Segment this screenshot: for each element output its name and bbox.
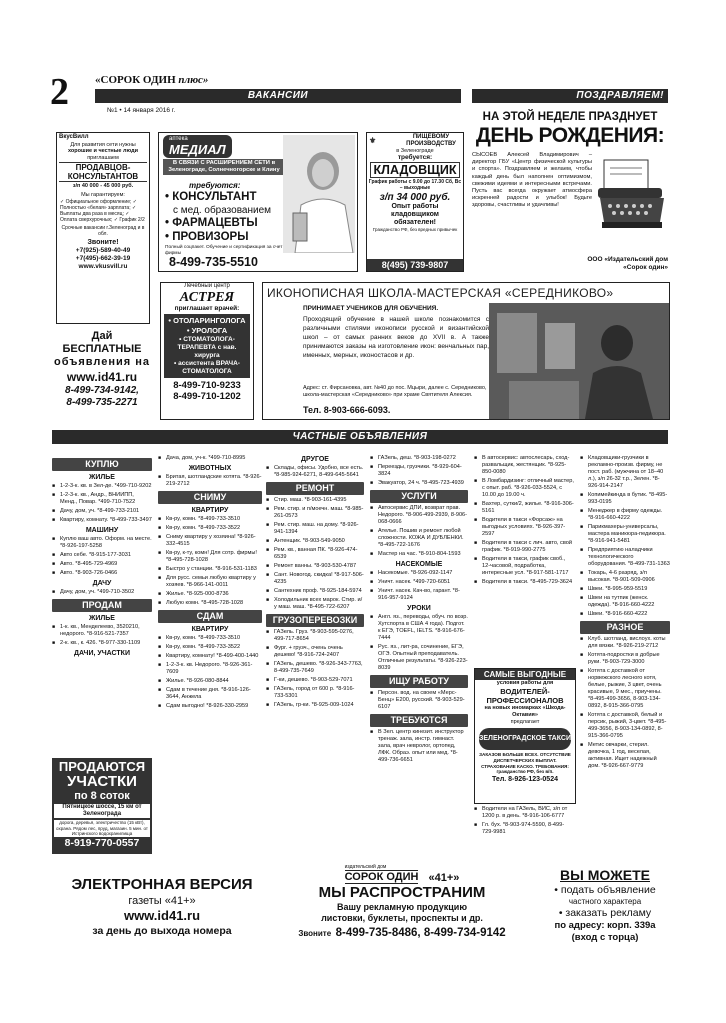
classified-ad: ■ Парикмахеры-универсалы, мастера маникюра-педикюра. *8-916-941-5481 [580, 524, 670, 545]
classified-ad: ■ 1-2-3-к. кв. Недорого. *8-926-361-7609 [158, 662, 262, 676]
classified-ad: ■ Для русс. семьи любую квартиру у хозяев. *8-966-141-0011 [158, 575, 262, 589]
icon-school-title: ИКОНОПИСНАЯ ШКОЛА-МАСТЕРСКАЯ «СЕРЕДНИКОВО» [267, 286, 614, 300]
storekeeper-logo-icon: ⚜ [369, 136, 377, 145]
classified-ad: ■ Вахтер, сутки/2, жилье. *8-916-306-5161 [474, 501, 574, 515]
ad-sales-line1: Для развития сети нужны [70, 141, 136, 148]
subcategory-heading: ЖИЛЬЕ [89, 474, 115, 481]
category-heading: КУПЛЮ [52, 458, 152, 471]
plots-line5: дорога, деревья, электричество (15 кВт), охрана. Рядом лес, пруд, магазин. 5 мин. от Истринского водохранилища [54, 820, 150, 837]
footer-brand: СОРОК ОДИН [344, 871, 419, 883]
astreya-role-3: • СТОМАТОЛОГА-ТЕРАПЕВТА с нав. хирурга [177, 336, 237, 359]
footer-you-can-title: ВЫ МОЖЕТЕ [560, 867, 650, 883]
footer-you-can-4: по адресу: корп. 339а [554, 920, 656, 931]
storekeeper-logo [367, 133, 463, 148]
storekeeper-brand: ПИЩЕВОМУ ПРОИЗВОДСТВУ [406, 134, 456, 147]
free-ads-block [52, 330, 152, 409]
icon-painter-photo [489, 303, 669, 419]
skoda-line3: на новых иномарках «Шкода-Октавия» [484, 705, 566, 718]
classified-ad: ■ Сдам выгодно! *8-926-330-2959 [158, 703, 262, 710]
skoda-line2: ВОДИТЕЛЕЙ-ПРОФЕССИОНАЛОВ [486, 687, 564, 705]
page-number: 2 [50, 71, 69, 113]
classified-ad: ■ Сант. Новогод. скидка! *8-917-506-4235 [266, 572, 364, 586]
classified-ad: ■ Водители в такси «Форсаж» на выгодных условиях. *8-926-397-2597 [474, 517, 574, 538]
classified-ad: ■ Авто себе. *8-915-177-3031 [52, 552, 152, 559]
footer-digital [52, 876, 272, 938]
paper-name [95, 74, 208, 86]
classified-ad: ■ Переезды, грузчики. *8-929-604-3824 [370, 464, 468, 478]
subcategory-heading: КВАРТИРУ [191, 626, 229, 633]
category-heading: ГРУЗОПЕРЕВОЗКИ [266, 614, 364, 627]
classified-ad: ■ Жилье. *8-926-080-8844 [158, 678, 262, 685]
footer-distribute-call [264, 924, 540, 942]
footer-distribute-line2: листовки, буклеты, проспекты и др. [321, 913, 483, 923]
skoda-phone: Тел. 8-926-123-0524 [492, 776, 558, 784]
classified-ad: ■ Гл. бух. *8-903-974-5590, 8-499-729-9981 [474, 822, 574, 836]
free-ads-phone-1: 8-499-734-9142, [65, 385, 139, 396]
ad-sales-call: Звоните! [87, 238, 119, 246]
plots-phone: 8-919-770-0557 [64, 836, 140, 849]
private-ads-bar: ЧАСТНЫЕ ОБЪЯВЛЕНИЯ [52, 430, 668, 444]
classified-ad: ■ Жилье. *8-925-000-8736 [158, 591, 262, 598]
classified-ad: ■ Метис овчарки, стерил. девочка, 1 год, веселая, активная. Ищет надежный дом. *8-926-667-9779 [580, 742, 670, 770]
classified-ad: ■ Эвакуатор, 24 ч. *8-495-723-4939 [370, 480, 468, 487]
ads-column-1 [52, 455, 152, 659]
classified-ad: ■ Персон. вод. на своем «Мерс-Бенц» E200, русский. *8-903-529-6107 [370, 690, 468, 711]
subcategory-heading: ЖИЛЬЕ [89, 615, 115, 622]
storekeeper-experience: Опыт работы кладовщиком обязателен! [391, 203, 439, 226]
medial-phone: 8-499-735-5510 [169, 255, 258, 269]
footer-distribute-line1: Вашу рекламную продукцию [336, 902, 468, 912]
classified-ad: ■ Рем. стир. маш. на дому. *8-926-941-1394 [266, 522, 364, 536]
classified-ad: ■ ГАЗель, город от 600 р. *8-916-733-5301 [266, 686, 364, 700]
classified-ad: ■ Котята-подростки в добрые руки. *8-903-729-3000 [580, 652, 670, 666]
congrats-title-2: ДЕНЬ РОЖДЕНИЯ: [475, 124, 665, 147]
ad-sales-salary: з/п 40 000 - 45 000 руб. [72, 183, 134, 190]
section-jobs-bar: ВАКАНСИИ [95, 89, 461, 103]
footer-digital-paper: газеты «41+» [128, 895, 196, 907]
skoda-line1: условия работы для [496, 680, 554, 686]
classified-ad: ■ Кв-ру, комн. *8-499-733-3522 [158, 644, 262, 651]
classified-ad: ■ Любую комн. *8-495-728-1028 [158, 600, 262, 607]
ad-sales-guarantee: Мы гарантируем: [81, 191, 125, 198]
astreya-brand: АСТРЕЯ [179, 290, 235, 305]
classified-ad: ■ Кв-ру, к-ту, комн! Для сотр. фирмы! *8-495-728-1028 [158, 550, 262, 564]
classified-ad: ■ Мастер на час. *8-910-804-1593 [370, 551, 468, 558]
classified-ad: ■ Холодильник всех марок. Стир. и/у маш. маш. *8-495-722-6207 [266, 597, 364, 611]
category-heading: УСЛУГИ [370, 490, 468, 503]
plots-line4: Пятницкое шоссе, 15 км от Зеленограда [54, 804, 150, 818]
medial-expansion: В СВЯЗИ С РАСШИРЕНИЕМ СЕТИ в Зеленограде, Солнечногорске и Клину [163, 159, 285, 175]
classified-ad: ■ Кв-ру, комн. *8-499-733-3522 [158, 525, 262, 532]
free-ads-line2: объявления на [53, 356, 151, 368]
classified-ad: ■ ГАЗель. Груз. *8-903-595-0276, 499-717-8654 [266, 629, 364, 643]
classified-ad: ■ Швеи на тутпик (женск. одежда). *8-916-660-4222 [580, 595, 670, 609]
classified-ad: ■ Авто. *8-495-729-4969 [52, 561, 152, 568]
storekeeper-citizenship: Гражданство РФ, без вредных привычек [372, 227, 458, 232]
footer-plus: «41+» [428, 872, 460, 884]
vkusvill-logo: ВкусВилл [59, 134, 89, 140]
ads-column-2 [158, 455, 262, 712]
icon-school-address: Адрес: ст. Фирсановка, авт. №40 до пос. Мцыри, далее с. Середниково, школа-мастерская «Середниково» при храме Святителя Алексия. [303, 385, 487, 398]
medial-role-3: • ПРОВИЗОРЫ [165, 231, 249, 243]
plots-line1: ПРОДАЮТСЯ [58, 759, 146, 774]
storekeeper-role: КЛАДОВЩИК [370, 162, 460, 178]
classified-ad: ■ Куплю ваш авто. Оформ. на месте. *8-926-197-5258 [52, 536, 152, 550]
footer-logo-brand [345, 864, 419, 884]
classified-ad: ■ Ателье. Пошив и ремонт любой сложности. КОЖА И ДУБЛЕНКИ. *8-495-722-1676 [370, 528, 468, 549]
skoda-brand: ЗЕЛЕНОГРАДСКОЕ ТАКСИ [479, 728, 571, 750]
footer-digital-site: www.id41.ru [123, 908, 201, 923]
ads-column-5 [474, 455, 574, 655]
medial-required: требуются: [189, 181, 241, 190]
classified-ad: ■ В Ломбардизинг: отличный мастер, с опыт. раб. *8-926-033-5524, с 10.00 до 19.00 ч. [474, 478, 574, 499]
footer-digital-title: ЭЛЕКТРОННАЯ ВЕРСИЯ [71, 876, 253, 893]
classified-ad: ■ Уничт. насек. Кач-во, гарант. *8-916-957-9124 [370, 588, 468, 602]
ad-medial [158, 132, 358, 272]
classified-ad: ■ Котята с доставкой от норвежского лесного котя, белые, рыжие, 3 цвет, очень красивые, 9 мес., приучены. *8-495-499-3656, 8-903-134-0892, 8-915-366-0795 [580, 668, 670, 710]
plots-line3: по 8 соток [74, 790, 130, 802]
classified-ad: ■ Водители в такси. *8-495-729-3624 [474, 579, 574, 586]
free-ads-line1: Дай БЕСПЛАТНЫЕ [62, 330, 142, 355]
classified-ad: ■ Бритая, шотландские котята. *8-926-219-2712 [158, 474, 262, 488]
pharmacist-photo [283, 135, 355, 253]
medial-brand-small: аптека [169, 136, 188, 142]
classified-ad: ■ Водители в такси, график своб., 12-часовой, подработка, интересные усл. *8-917-581-1717 [474, 556, 574, 577]
classified-ad: ■ Рем. кв., ванная ПК. *8-926-474-6539 [266, 547, 364, 561]
classified-ad: ■ Токарь, 4-6 разряд, з/п высокая. *8-901-509-0906 [580, 570, 670, 584]
ad-icon-school [262, 282, 670, 420]
footer-logo [264, 864, 540, 884]
astreya-phone-1: 8-499-710-9233 [173, 380, 241, 391]
typewriter-icon [596, 156, 668, 232]
ad-plots [52, 758, 152, 854]
classified-ad: ■ 1-к. кв., Менделеево, 3520210, недорого. *8-916-521-7357 [52, 624, 152, 638]
subcategory-heading: ДАЧУ [92, 580, 112, 587]
icon-school-lead: ПРИНИМАЕТ УЧЕНИКОВ ДЛЯ ОБУЧЕНИЯ. [303, 305, 439, 312]
classified-ad: ■ 2-к. кв., к. 426. *8-977-330-1109 [52, 640, 152, 647]
congrats-title-1: НА ЭТОЙ НЕДЕЛЕ ПРАЗДНУЕТ [482, 111, 658, 123]
subcategory-heading: ДАЧИ, УЧАСТКИ [74, 650, 130, 657]
classified-ad: ■ Швеи. *8-916-660-4222 [580, 611, 670, 618]
astreya-role-2: • УРОЛОГА [186, 326, 228, 335]
plots-line2: УЧАСТКИ [67, 773, 137, 790]
subcategory-heading: НАСЕКОМЫЕ [395, 561, 443, 568]
classified-ad: ■ Насекомые. *8-926-092-1147 [370, 570, 468, 577]
classified-ad: ■ В Зел. центр кинезит. инструктор тренаж. зала, инстр. гимнаст. зала, врач невролог, ортопед, ЛФК. Обраэ. опыт или мед. *8-499-736-6651 [370, 729, 468, 764]
ad-sales-stores: Срочные вакансии г.Зеленоград и в обл. [61, 224, 145, 238]
ad-sales-perks: ✓ Официальное оформление; ✓ Полностью «белая» зарплата; ✓ Выплаты два раза в месяц; ✓ Оплата сверхурочных; ✓ График 2/2 [60, 198, 145, 223]
category-heading: ПРОДАМ [52, 599, 152, 612]
classified-ad: ■ Антенщик. *8-903-549-9050 [266, 538, 364, 545]
classified-ad: ■ Дача, дом, уч-к. *499-710-8995 [158, 455, 262, 462]
category-heading: РЕМОНТ [266, 482, 364, 495]
classified-ad: ■ Кладовщики-грузчики в рекламно-произв. фирму, не пост. раб. (мужчина от 18–40 л.), з/п 26-32 т.р., Зелен. *8-926-914-2147 [580, 455, 670, 490]
footer-call-label: Звоните [298, 929, 332, 938]
classified-ad: ■ Фург. + грузч., очень очень дешево! *8-916-724-2407 [266, 645, 364, 659]
classified-ad: ■ Англ. яз., переводы, обуч. по возр. Хутспорта в США 4 года). Подгот. к ЕГЭ, TOEFL, IELTS. *8-916-676-7444 [370, 614, 468, 642]
classified-ad: ■ Г-ки, дешево. *8-903-529-7071 [266, 677, 364, 684]
classified-ad: ■ ГАЗель, дешево. *8-926-343-7763, 8-499-735-7649 [266, 661, 364, 675]
ad-sales-consultants [56, 132, 150, 324]
congrats-signature: ООО «Издательский дом «Сорок один» [587, 256, 668, 271]
classified-ad: ■ Дачу, дом, уч. *499-710-3502 [52, 589, 152, 596]
astreya-role-1: • ОТОЛАРИНГОЛОГА [168, 316, 246, 325]
classified-ad: ■ Рус. яз., лит-ра, сочинение, ЕГЭ, ОГЭ. Опытный преподаватель. Отличные результаты. *8-926-223-8039 [370, 644, 468, 672]
ad-sales-phone-1: +7(925)-589-40-49 [75, 246, 131, 254]
paper-name-plus: плюс» [178, 74, 209, 86]
classified-ad: ■ Квартиру, комнату! *8-499-400-1440 [158, 653, 262, 660]
footer-distribution [264, 864, 540, 942]
free-ads-phone-2: 8-499-735-2271 [66, 397, 138, 408]
classified-ad: ■ Склады, офисы. Удобно, все есть. *8-985-924-6271, 8-499-645-5641 [266, 465, 364, 479]
ad-sales-title: ПРОДАВЦОВ-КОНСУЛЬТАНТОВ [59, 162, 147, 182]
skoda-title: САМЫЕ ВЫГОДНЫЕ [475, 669, 575, 680]
astreya-invite: приглашает врачей: [174, 305, 240, 312]
skoda-line4: предлагает [510, 719, 540, 725]
classified-ad: ■ Менеджер в фирму одежды. *8-916-660-4222 [580, 508, 670, 522]
ads-column-4 [370, 455, 468, 766]
classified-ad: ■ Клуб. шотланд. вислоух. коты для вязки. *8-926-219-2712 [580, 636, 670, 650]
classified-ad: ■ ГАЗель, гр-ки. *8-925-009-1024 [266, 702, 364, 709]
ad-skoda-drivers [474, 668, 576, 804]
footer-you-can-1: • подать объявление [554, 884, 656, 896]
ads-column-3 [266, 455, 364, 711]
classified-ad: ■ Водители на ГАЗель, ВИС, з/п от 1200 р. в день. *8-916-106-6777 [474, 806, 574, 820]
subcategory-heading: ЖИВОТНЫХ [188, 465, 232, 472]
storekeeper-required: требуется: [397, 154, 433, 161]
classified-ad: ■ Рем. стир. и п/моечн. маш. *8-985-261-0573 [266, 506, 364, 520]
classified-ad: ■ Уничт. насек. *499-720-6051 [370, 579, 468, 586]
congrats-body: СЫСОЕВ Алексей Владимирович – директор ГБУ «Центр физической культуры и спорта». Поздравляем и желаем, чтобы каждый день был наполнен оптимизмом, свежими идеями и интересными встречами. Пусть вас всегда окружает атмосфера искренней радости и улыбок! Будьте здоровы, счастливы и удачливы! [472, 152, 592, 209]
classified-ad: ■ ГАЗель, деш. *8-903-198-0272 [370, 455, 468, 462]
free-ads-site: www.id41.ru [66, 370, 138, 384]
astreya-center: Лечебный центр [184, 283, 230, 289]
classified-ad: ■ 1-2-3-к. кв., Андр., ВНИИПП, Менд., Повар. *499-710-7522 [52, 492, 152, 506]
subcategory-heading: УРОКИ [407, 605, 431, 612]
ad-sales-line3: приглашаем [87, 154, 119, 161]
classified-ad: ■ Сдам в течение дня. *8-916-126-3644, Анжела [158, 687, 262, 701]
classified-ad: ■ Сниму квартиру у хозяина! *8-926-332-4515 [158, 534, 262, 548]
classified-ad: ■ Ремонт ванны. *8-903-530-4787 [266, 563, 364, 570]
icon-school-body: Проходящий обучение в нашей школе познакомится с различными стилями иконописи русской и византийской школ – от самых ранних веков до XVII в. А также принимаются заказы на изготовление икон: венчальных пар, именных, мерных, иконостасов и др. [303, 316, 489, 359]
paper-name-main: «СОРОК ОДИН [95, 74, 176, 86]
issue-date: №1 • 14 января 2016 г. [107, 107, 176, 114]
ad-storekeeper [366, 132, 464, 272]
medial-brand: МЕДИАЛ [169, 142, 226, 157]
subcategory-heading: ДРУГОЕ [301, 456, 329, 463]
skoda-line5: ЗАКАЗОВ БОЛЬШЕ ВСЕХ. ОТСУТСТВИЕ ДИСПЕТЧЕРСКИХ ВЫПЛАТ. СТРАХОВАНИЕ КАСКО. ТРЕБОВАНИЯ: гражданство РФ, без в/п. [479, 752, 571, 775]
footer-you-can-3: • заказать рекламу [558, 907, 652, 919]
medial-role-2: • ФАРМАЦЕВТЫ [165, 217, 258, 229]
ad-astreya [160, 282, 254, 420]
medial-role-1: • КОНСУЛЬТАНТ [165, 191, 257, 203]
medial-logo [163, 135, 232, 158]
classified-ad: ■ Кв-ру, комн. *8-499-733-3510 [158, 635, 262, 642]
ad-sales-site: www.vkusvill.ru [78, 262, 128, 270]
storekeeper-salary: з/п 34 000 руб. [379, 192, 451, 203]
footer-house: издательский дом [344, 864, 387, 870]
ad-sales-phone-2: +7(495)-662-39-19 [75, 254, 131, 262]
ad-sales-line2: хорошие и честные люди [68, 148, 138, 155]
footer-digital-when: за день до выхода номера [92, 925, 232, 937]
astreya-roles [164, 314, 250, 378]
category-heading: РАЗНОЕ [580, 621, 670, 634]
classified-ad: ■ Стир. маш. *8-903-161-4395 [266, 497, 364, 504]
classified-ad: ■ Швеи. *8-995-959-5519 [580, 586, 670, 593]
classified-ad: ■ Дачу, дом, уч. *8-499-733-2101 [52, 508, 152, 515]
footer-you-can-5: (вход с торца) [571, 932, 639, 943]
category-heading: СДАМ [158, 610, 262, 623]
astreya-phone-2: 8-499-710-1202 [173, 391, 241, 402]
classified-ad: ■ Автосервис ДПИ, возврат прав. Недорого. *8-906-499-2939, 8-906-068-0666 [370, 505, 468, 526]
storekeeper-location: в Зеленограде [396, 148, 434, 154]
classified-ad: ■ Сантехник проф. *8-925-184-5974 [266, 588, 364, 595]
classified-ad: ■ Быстро у станции. *8-916-531-1183 [158, 566, 262, 573]
classified-ad: ■ Квартиру, комнату. *8-499-733-3497 [52, 517, 152, 524]
classified-ad: ■ Копимейкинда в бутик. *8-495-993-0195 [580, 492, 670, 506]
subcategory-heading: КВАРТИРУ [191, 507, 229, 514]
section-congrats-bar: ПОЗДРАВЛЯЕМ! [472, 89, 668, 103]
medial-role-1-note: с мед. образованием [173, 205, 272, 216]
footer-distribute-title: МЫ РАСПРОСТРАНИМ [318, 884, 486, 901]
ads-column-6 [580, 455, 670, 772]
icon-school-phone: Тел. 8-903-666-6093. [303, 405, 391, 415]
congrats-block [472, 110, 668, 282]
medial-conditions: Полный соцпакет. Обучение и сертификация за счет фирмы [165, 245, 283, 256]
category-heading: ТРЕБУЮТСЯ [370, 714, 468, 727]
category-heading: СНИМУ [158, 491, 262, 504]
footer-call-phones: 8-499-735-8486, 8-499-734-9142 [335, 927, 506, 939]
classified-ad: ■ В автосервис: автослесарь, сход-развальщик, жестянщик. *8-925-850-0080 [474, 455, 574, 476]
classified-ad: ■ Предприятию наладчики технологического оборудования. *8-499-731-1363 [580, 547, 670, 568]
skoda-after-list [474, 806, 574, 838]
classified-ad: ■ Котята с доставкой, белый и персик, рыжий, 3-цвет. *8-495-499-3656, 8-903-134-0892, 8-915-366-0795 [580, 712, 670, 740]
storekeeper-schedule: График работы с 9.00 до 17.30 Сб, Вс – выходные [368, 179, 462, 191]
storekeeper-phone: 8(495) 739-9807 [367, 259, 463, 271]
classified-ad: ■ Водители в такси с лич. авто, свой график. *8-919-990-2775 [474, 540, 574, 554]
category-heading: ИЩУ РАБОТУ [370, 675, 468, 688]
classified-ad: ■ Кв-ру, комн. *8-499-733-3510 [158, 516, 262, 523]
classified-ad: ■ 1-2-3-к. кв. в Зел-де. *499-710-9202 [52, 483, 152, 490]
subcategory-heading: МАШИНУ [85, 527, 119, 534]
classified-ad: ■ Авто. *8-903-726-0466 [52, 570, 152, 577]
footer-you-can-2: частного характера [568, 897, 642, 906]
footer-you-can [540, 866, 670, 944]
astreya-role-4: • ассистента ВРАЧА-СТОМАТОЛОГА [174, 360, 240, 375]
